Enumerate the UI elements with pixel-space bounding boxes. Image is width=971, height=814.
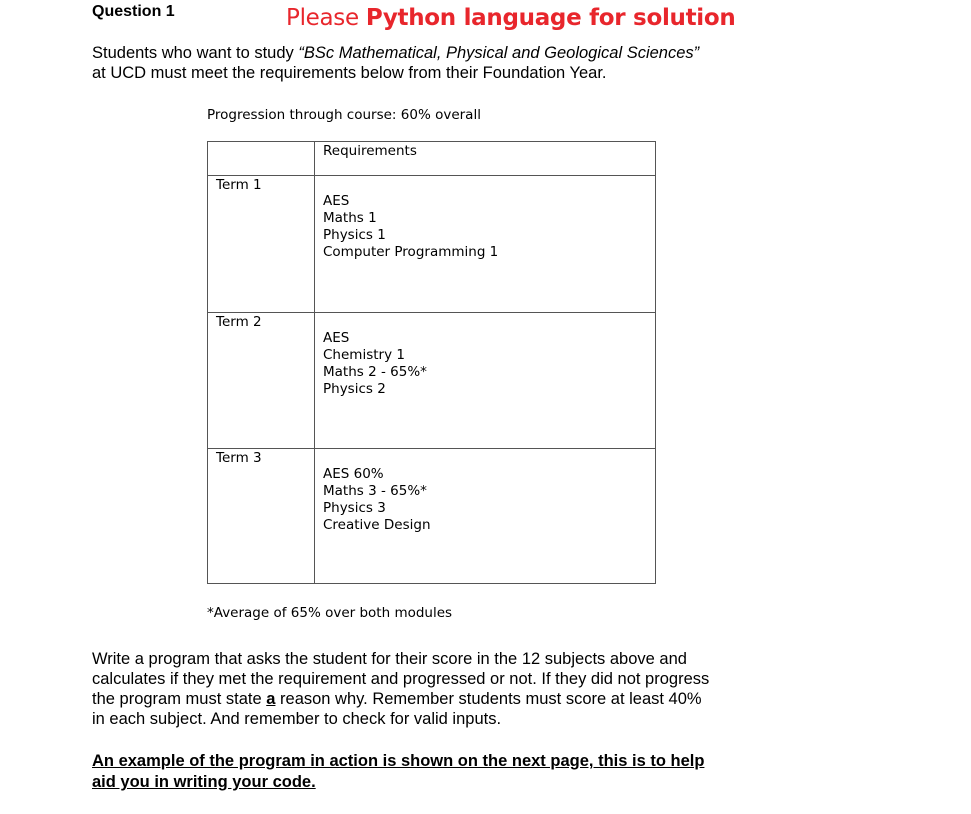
term-label: Term 3 — [216, 450, 262, 466]
table-row-term-1 — [208, 175, 655, 312]
requirements-table — [207, 141, 656, 584]
subject-item: AES 60% — [323, 466, 384, 482]
subject-item: Physics 3 — [323, 500, 386, 516]
question-heading: Question 1 — [92, 3, 175, 20]
task-line-3 — [92, 689, 792, 709]
task-line-1: Write a program that asks the student for their score in the 12 subjects above and — [92, 650, 687, 668]
subject-item: Maths 3 - 65%* — [323, 483, 427, 499]
subject-list — [323, 330, 427, 398]
example-note-line-2: aid you in writing your code. — [92, 773, 316, 791]
table-header-requirements: Requirements — [323, 143, 417, 159]
course-name: “BSc Mathematical, Physical and Geological Sciences” — [298, 44, 700, 62]
note-prefix: Please — [286, 5, 366, 31]
subject-list — [323, 193, 498, 261]
term-label: Term 2 — [216, 314, 262, 330]
task-paragraph — [92, 649, 792, 729]
intro-prefix: Students who want to study — [92, 44, 299, 62]
subject-item: Maths 2 - 65%* — [323, 364, 427, 380]
table-row-term-3 — [208, 448, 655, 583]
task-line-3-suffix: reason why. Remember students must score at least 40% — [275, 690, 702, 708]
python-note — [286, 5, 735, 31]
footnote: *Average of 65% over both modules — [207, 605, 453, 621]
progression-requirement: Progression through course: 60% overall — [207, 107, 481, 123]
task-emphasis: a — [266, 690, 276, 708]
subject-item: Creative Design — [323, 517, 431, 533]
table-row-term-2 — [208, 312, 655, 448]
subject-item: Chemistry 1 — [323, 347, 405, 363]
subject-item: AES — [323, 330, 350, 346]
subject-item: Physics 1 — [323, 227, 386, 243]
intro-paragraph — [92, 43, 699, 83]
task-line-4: in each subject. And remember to check for valid inputs. — [92, 710, 502, 728]
subject-item: Physics 2 — [323, 381, 386, 397]
subject-item: AES — [323, 193, 350, 209]
intro-line-2: at UCD must meet the requirements below from their Foundation Year. — [92, 64, 607, 82]
task-line-2: calculates if they met the requirement and progressed or not. If they did not progress — [92, 670, 710, 688]
subject-item: Maths 1 — [323, 210, 377, 226]
subject-list — [323, 466, 431, 534]
subject-item: Computer Programming 1 — [323, 244, 499, 260]
task-line-3-prefix: the program must state — [92, 690, 267, 708]
example-note — [92, 751, 792, 793]
term-label: Term 1 — [216, 177, 262, 193]
note-emphasis: Python language for solution — [365, 5, 736, 31]
example-note-line-1: An example of the program in action is shown on the next page, this is to help — [92, 752, 705, 770]
intro-line-1 — [92, 43, 699, 63]
